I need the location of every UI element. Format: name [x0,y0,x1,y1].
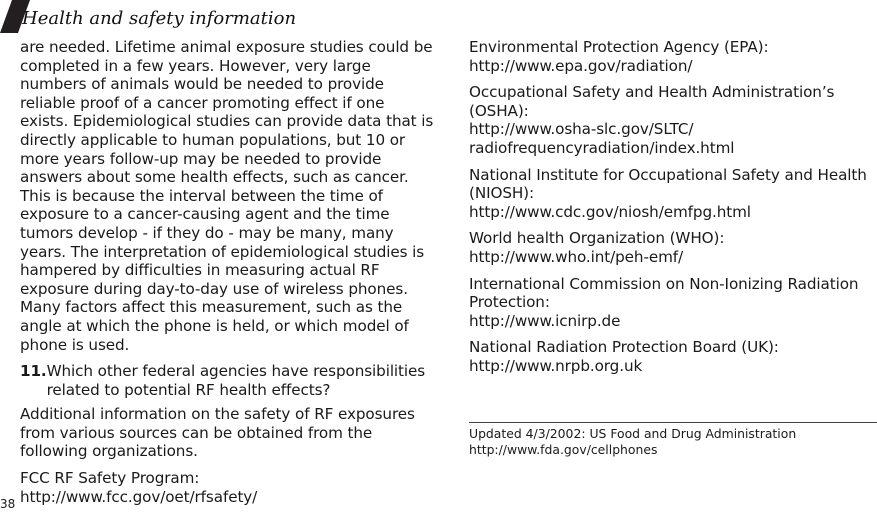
text-line: http://www.icnirp.de [469,311,621,330]
text-line: exposure during day-to-day use of wireless phones. [20,279,408,298]
footer-note [469,422,877,457]
text-line: http://www.epa.gov/radiation/ [469,56,693,75]
text-line: http://www.cdc.gov/niosh/emfpg.html [469,202,751,221]
text-line: FCC RF Safety Program: [20,469,200,488]
text-line: phone is used. [20,335,130,354]
left-column [20,38,440,514]
text-line: This is because the interval between the time of [20,186,383,205]
text-line: http://www.fcc.gov/oet/rfsafety/ [20,487,258,506]
page-number: 38 [0,497,16,511]
text-line: (OSHA): [469,101,529,120]
agency-entry-who [469,229,873,266]
text-line: (NIOSH): [469,184,535,203]
question-text [47,362,425,399]
text-line: http://www.nrpb.org.uk [469,356,643,375]
text-line: Protection: [469,293,550,312]
agency-entry-epa [469,38,873,75]
research-paragraph [20,38,440,354]
question-number: 11. [20,362,47,381]
text-line: Which other federal agencies have responsibilities [46,362,426,381]
text-line: National Radiation Protection Board (UK): [469,338,779,357]
agency-entry-niosh [469,166,873,222]
text-line: following organizations. [20,442,198,461]
text-line: from various sources can be obtained from the [20,423,373,442]
footer-url: http://www.fda.gov/cellphones [469,441,658,457]
text-line: World health Organization (WHO): [469,229,725,248]
text-line: are needed. Lifetime animal exposure studies could be [20,38,433,56]
text-line: Additional information on the safety of RF exposures [20,405,415,424]
text-line: related to potential RF health effects? [46,380,331,399]
text-line: exists. Epidemiological studies can provide data that is [20,112,434,131]
text-line: National Institute for Occupational Safety and Health [469,165,867,184]
text-line: numbers of animals would be needed to provide [20,75,384,94]
text-line: International Commission on Non-Ionizing Radiation [469,274,859,293]
text-line: radiofrequencyradiation/index.html [469,138,735,157]
right-column [469,38,873,384]
text-line: http://www.osha-slc.gov/SLTC/ [469,120,694,139]
text-line: reliable proof of a cancer promoting effect if one [20,93,385,112]
page-header-title: Health and safety information [22,8,297,29]
text-line: completed in a few years. However, very large [20,56,371,75]
text-line: Environmental Protection Agency (EPA): [469,38,769,56]
text-line: more years follow-up may be needed to provide [20,149,382,168]
text-line: angle at which the phone is held, or which model of [20,316,409,335]
footer-updated-text: Updated 4/3/2002: US Food and Drug Administration [469,426,797,441]
text-line: Many factors affect this measurement, such as the [20,298,403,317]
fcc-entry [20,469,440,506]
text-line: hampered by difficulties in measuring actual RF [20,261,380,280]
text-line: directly applicable to human populations, but 10 or [20,130,406,149]
text-line: years. The interpretation of epidemiological studies is [20,242,425,261]
agency-entry-osha [469,83,873,157]
agency-entry-icnirp [469,275,873,331]
text-line: Occupational Safety and Health Administration’s [469,83,835,102]
text-line: answers about some health effects, such as cancer. [20,168,409,187]
text-line: http://www.who.int/peh-emf/ [469,247,684,266]
agency-entry-nrpb [469,338,873,375]
text-line: exposure to a cancer-causing agent and the time [20,205,390,224]
text-line: tumors develop - if they do - may be many, many [20,223,394,242]
additional-info-paragraph [20,405,440,461]
question-11 [20,362,440,399]
